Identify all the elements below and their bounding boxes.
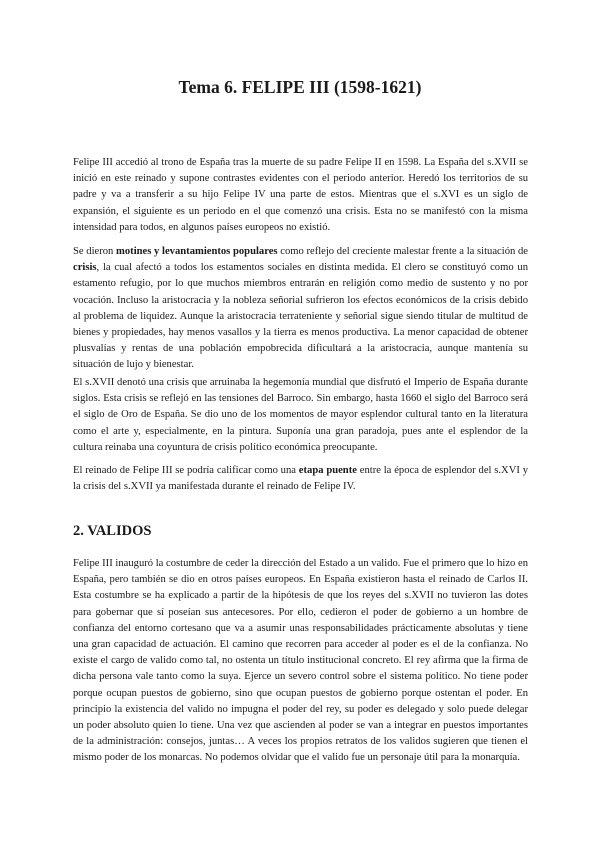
paragraph-intro — [73, 155, 528, 236]
paragraph-validos — [73, 556, 528, 767]
paragraph-text: , la cual afectó a todos los estamentos sociales en distinta medida. El clero se constituyó como un estamento refugio, por lo que muchos miembros entrarán en religión como medio de sustento y no por vocación. Incluso la aristocracia y la nobleza señorial sufrieron los efectos económicos de la crisis debido al problema de liquidez. Aunque la aristocracia terrateniente y señorial sigue siendo titular de multitud de bienes y propiedades, hay menos vasallos y la tierra es menos productiva. La menor capacidad de obtener plusvalías y rentas de una población empobrecida dificultará a la aristocracia, aunque mantenía su situación de lujo y bienestar. — [73, 262, 528, 371]
page-title: Tema 6. FELIPE III (1598-1621) — [178, 77, 422, 97]
paragraph-text: como reflejo del creciente malestar frente a la situación de — [277, 246, 528, 257]
paragraph-text: Felipe III accedió al trono de España tras la muerte de su padre Felipe II en 1598. La España del s.XVII se inició en este reinado y supone contrastes evidentes con el periodo anterior. Heredó los territorios de su padre y va a transferir a su hijo Felipe IV una parte de estos. Mientras que el s.XVI es un siglo de expansión, el siguiente es un periodo en el que comenzó una crisis. Esta no se manifestó con la misma intensidad para todos, en algunos países europeos no existió. — [73, 157, 528, 233]
bold-term: motines y levantamientos populares — [116, 246, 278, 257]
bold-term: crisis — [73, 262, 97, 274]
paragraph-text: El s.XVII denotó una crisis que arruinaba la hegemonía mundial que disfrutó el Imperio de España durante siglos. Esta crisis se reflejó en las tensiones del Barroco. Sin embargo, hasta 1660 el siglo del Barroco será el siglo de Oro de España. Se dio uno de los momentos de mayor esplendor cultural tanto en la literatura como el arte y, especialmente, en la pintura. Suponía una gran paradoja, pues ante el esplendor de la cultura reinaba una coyuntura de crisis político económica preocupante. — [73, 377, 528, 453]
paragraph-barroco — [73, 375, 528, 456]
paragraph-text: El reinado de Felipe III se podría calificar como una — [73, 465, 299, 476]
paragraph-text: Felipe III inauguró la costumbre de ceder la dirección del Estado a un valido. Fue el primero que lo hizo en España, pero también se dio en otros países europeos. En España existieron hasta el reinado de Carlos II. Esta costumbre se ha explicado a partir de la hipótesis de que los reyes del s.XVII no tuvieron las dotes para gobernar que sí poseían sus antecesores. Por ello, cedieron el poder de gobierno a un hombre de confianza del entorno cortesano que va a asumir unas responsabilidades prácticamente absolutas y tiene una gran capacidad de actuación. El camino que recorren para acceder al poder es el de la confianza. No existe el cargo de valido como tal, no ostenta un título institucional concreto. El rey afirma que la firma de dicha persona vale tanto como la suya. Ejerce un severo control sobre el sistema político. No tiene poder porque ocupan puestos de gobierno, sino que ocupan puestos de gobierno porque ostentan el poder. En principio la existencia del valido no impugna el poder del rey, su poder es delegado y solo puede delegar un poder absoluto quien lo tiene. Una vez que ascienden al poder se van a integrar en puestos importantes de la administración: consejos, juntas… A veces los propios retratos de los validos sugieren que tienen el mismo poder de los monarcas. No podemos olvidar que el valido fue un personaje útil para la monarquía. — [73, 558, 528, 764]
section-heading: 2. VALIDOS — [73, 523, 152, 539]
paragraph-crisis — [73, 244, 528, 374]
paragraph-text: Se dieron — [73, 246, 117, 257]
paragraph-etapa-puente — [73, 463, 528, 495]
bold-term: etapa puente — [298, 465, 357, 476]
paragraph-text: entre la época de esplendor del s.XVI y la crisis del s.XVII ya manifestada durante el reinado de Felipe IV. — [73, 465, 528, 493]
